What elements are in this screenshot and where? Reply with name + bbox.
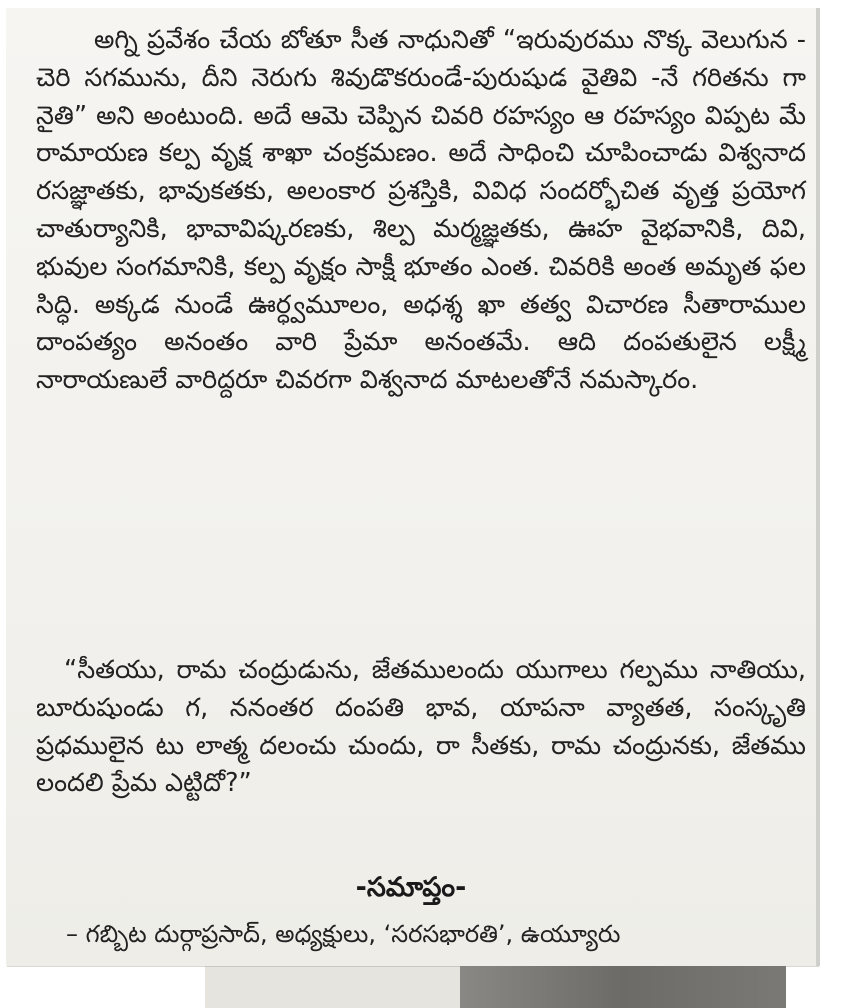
poem-quote: “సీతయు, రామ చంద్రుడును, జేతములందు యుగాలు గల్పము నాతియు, బూరుషుండు గ, ననంతర దంపతి భావ, యాపనా వ్యాతత, సంస్కృతి ప్రధములైన టు లాత్మ దలంచు చుందు, రా సీతకు, రామ చంద్రునకు, జేతము లందలి ప్రేమ ఎట్టిదో?” [36, 655, 806, 799]
closing-heading: -సమాప్తం- [355, 872, 467, 903]
underlying-dark-strip [460, 966, 786, 1008]
article-paragraph: అగ్ని ప్రవేశం చేయ బోతూ సీత నాధునితో “ఇరువురము నొక్క వెలుగున - చెరి సగమును, దీని నెరుగు శివుడొకరుండే-పురుషుడ వైతివి -నే గరితను గా నైతి” అని అంటుంది. అదే ఆమె చెప్పిన చివరి రహస్యం ఆ రహస్యం విప్పట మే రామాయణ కల్ప వృక్ష శాఖా చంక్రమణం. అదే సాధించి చూపించాడు విశ్వనాద రసజ్ఞాతకు, భావుకతకు, అలంకార ప్రశస్తికి, వివిధ సందర్భోచిత వృత్త ప్రయోగ చాతుర్యానికి, భావావిష్కరణకు, శిల్ప మర్మజ్ఞతకు, ఊహ వైభవానికి, దివి, భువుల సంగమానికి, కల్ప వృక్షం సాక్షీ భూతం ఎంత. చివరికి అంత అమృత ఫల సిద్ధి. అక్కడ నుండే ఊర్ధ్వమూలం, అధశ్శ ఖా తత్వ విచారణ సీతారాముల దాంపత్యం అనంతం వారి ప్రేమా అనంతమే. ఆది దంపతులైన లక్ష్మీ నారాయణులే వారిద్దరూ చివరగా విశ్వనాద మాటలతోనే నమస్కారం. [36, 25, 806, 396]
author-credit: – గబ్బిట దుర్గాప్రసాద్, అధ్యక్షులు, ‘సరసభారతి’, ఉయ్యూరు [66, 920, 621, 948]
newspaper-clipping [6, 8, 818, 966]
underlying-page-strip [205, 966, 460, 1008]
page-edge-shadow [816, 8, 820, 966]
